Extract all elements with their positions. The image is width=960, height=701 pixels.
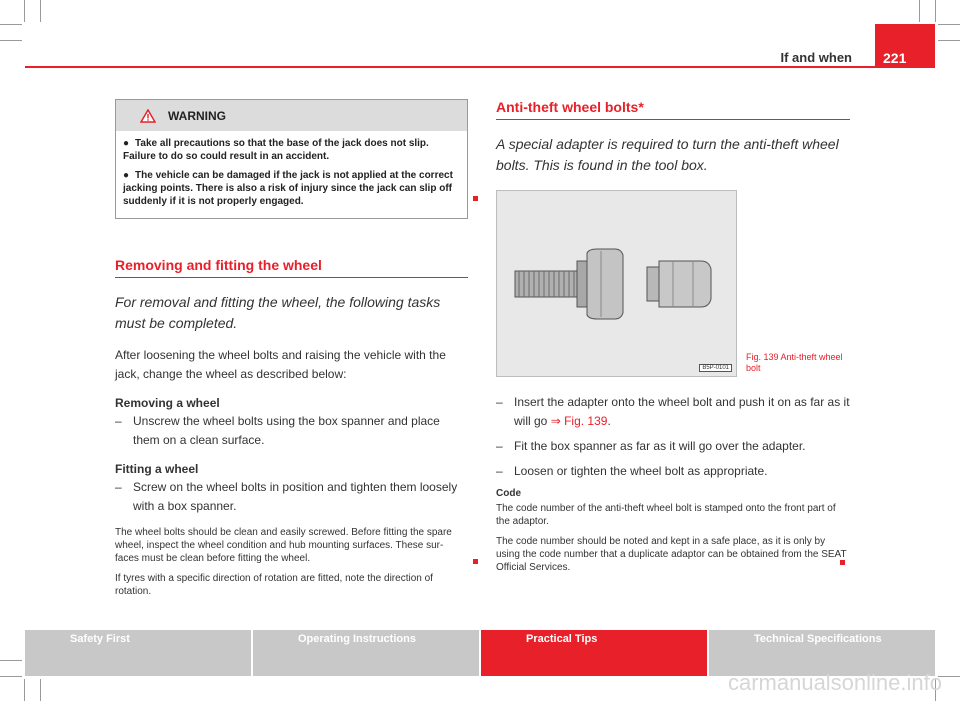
section-title: Anti-theft wheel bolts* (496, 99, 850, 120)
end-marker (473, 188, 478, 206)
crop-mark (0, 660, 22, 661)
warning-header (116, 100, 467, 131)
crop-mark (0, 676, 22, 677)
section-intro: For removal and fitting the wheel, the following tasks must be completed. (115, 294, 441, 331)
figure-code: B5P-0101 (699, 364, 732, 372)
warning-item: ● Take all precautions so that the base of the jack does not slip. Failure to do so could result in an accident. (123, 138, 429, 162)
note: If tyres with a specific direction of rotation are fitted, note the direction of rotation. (115, 573, 433, 597)
end-marker (473, 551, 478, 569)
warning-triangle-icon (140, 109, 156, 123)
paragraph: After loosening the wheel bolts and raising the vehicle with the jack, change the wheel as described below: (115, 348, 446, 381)
section-intro: A special adapter is required to turn the anti-theft wheel bolts. This is found in the tool box. (496, 136, 839, 173)
crop-mark (938, 40, 960, 41)
crop-mark (938, 24, 960, 25)
right-column (496, 99, 850, 581)
end-marker (840, 552, 845, 570)
warning-body (116, 131, 467, 218)
footer-tab-safety-first[interactable]: Safety First (25, 630, 251, 676)
crop-mark (919, 0, 920, 22)
crop-mark (40, 679, 41, 701)
footer-tab-technical-specifications[interactable]: Technical Specifications (709, 630, 935, 676)
warning-box (115, 99, 468, 219)
footer-tab-operating-instructions[interactable]: Operating Instructions (253, 630, 479, 676)
crop-mark (0, 24, 22, 25)
watermark: carmanualsonline.info (727, 670, 942, 695)
step-item: – Unscrew the wheel bolts using the box spanner and place them on a clean surface. (115, 414, 440, 447)
anti-theft-bolt-illustration (497, 191, 736, 376)
subheading: Removing a wheel (115, 396, 220, 410)
crop-mark (24, 0, 25, 22)
step-item: – Screw on the wheel bolts in position and tighten them loosely with a box spanner. (115, 480, 458, 513)
step-item: – Insert the adapter onto the wheel bolt and push it on as far as it will go ⇒ Fig. 139. (496, 395, 850, 428)
figure-link[interactable]: ⇒ Fig. 139 (550, 414, 608, 428)
note: The code number of the anti-theft wheel bolt is stamped onto the front part of the adaptor. (496, 503, 836, 527)
warning-title: WARNING (168, 108, 226, 123)
left-column (115, 99, 468, 605)
footer-tab-practical-tips[interactable]: Practical Tips (481, 630, 707, 676)
figure-caption: Fig. 139 Anti-theft wheel bolt (746, 352, 843, 373)
page-number: 221 (875, 24, 935, 68)
note: The code number should be noted and kept in a safe place, as it is only by using the code number that a duplicate adaptor can be obtained from the SEAT Official Services. (496, 536, 847, 573)
subheading: Fitting a wheel (115, 462, 199, 476)
crop-mark (40, 0, 41, 22)
figure (496, 190, 850, 379)
note: The wheel bolts should be clean and easily screwed. Before fitting the spare wheel, inspect the wheel condition and hub mounting surfaces. These sur- faces must be clean before fitting the wheel. (115, 527, 452, 564)
crop-mark (935, 0, 936, 22)
step-item: – Fit the box spanner as far as it will go over the adapter. (496, 439, 806, 453)
crop-mark (0, 40, 22, 41)
subheading: Code (496, 488, 521, 499)
running-header: If and when (780, 50, 852, 65)
warning-item: ● The vehicle can be damaged if the jack is not applied at the correct jacking points. There is also a risk of injury since the jack can slip off suddenly if it is not properly engaged. (123, 170, 453, 207)
step-item: – Loosen or tighten the wheel bolt as appropriate. (496, 464, 768, 478)
section-title: Removing and fitting the wheel (115, 257, 468, 278)
header-rule (25, 66, 935, 68)
figure-image (496, 190, 737, 377)
crop-mark (24, 679, 25, 701)
